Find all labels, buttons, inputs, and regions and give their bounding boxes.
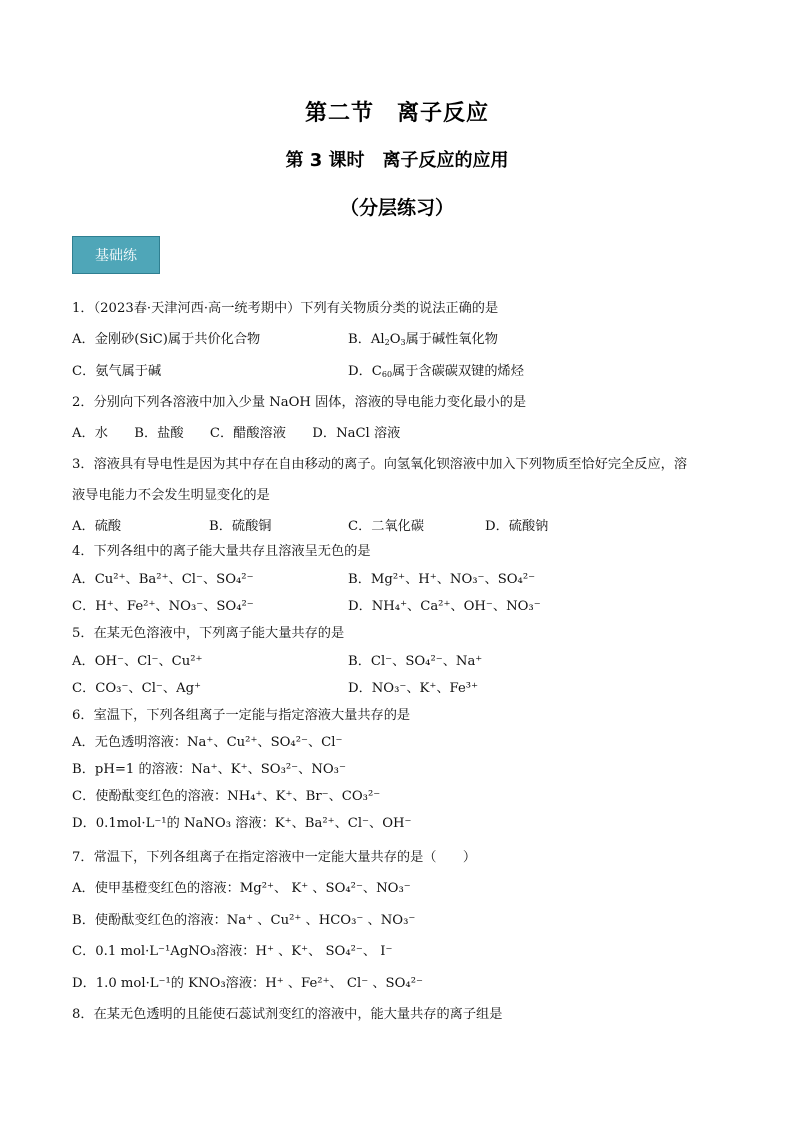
q7-option-d: D．1.0 mol·L⁻¹的 KNO₃溶液：H⁺ 、Fe²⁺、 Cl⁻ 、SO₄²⁻ [72,976,423,991]
q4-option-a: A．Cu²⁺、Ba²⁺、Cl⁻、SO₄²⁻ [72,572,254,587]
q6-option-a: A．无色透明溶液：Na⁺、Cu²⁺、SO₄²⁻、Cl⁻ [72,735,343,750]
q1-b-sub2: 3 [400,338,406,347]
q6-option-b: B．pH=1 的溶液：Na⁺、K⁺、SO₃²⁻、NO₃⁻ [72,762,346,777]
q4-stem: 4．下列各组中的离子能大量共存且溶液呈无色的是 [72,544,371,559]
q3-stem-line2: 液导电能力不会发生明显变化的是 [72,488,270,503]
q6-stem: 6．室温下，下列各组离子一定能与指定溶液大量共存的是 [72,708,411,723]
q8-stem: 8．在某无色透明的且能使石蕊试剂变红的溶液中，能大量共存的离子组是 [72,1007,503,1022]
q5-option-d: D．NO₃⁻、K⁺、Fe³⁺ [348,681,479,696]
q4-option-c: C．H⁺、Fe²⁺、NO₃⁻、SO₄²⁻ [72,599,254,614]
q6-option-d: D．0.1mol·L⁻¹的 NaNO₃ 溶液：K⁺、Ba²⁺、Cl⁻、OH⁻ [72,816,412,831]
q1-d-text: D．C [348,364,382,379]
q1-option-d [348,360,524,379]
q7-option-a: A．使甲基橙变红色的溶液：Mg²⁺、 K⁺ 、SO₄²⁻、NO₃⁻ [72,881,411,896]
lesson-title: 第 3 课时 离子反应的应用 [285,150,509,171]
q1-option-c: C．氨气属于碱 [72,364,162,379]
q5-option-c: C．CO₃⁻、Cl⁻、Ag⁺ [72,681,201,696]
q2-options: A．水 B．盐酸 C．醋酸溶液 D．NaCl 溶液 [72,426,401,441]
q3-option-d: D．硫酸钠 [485,519,549,534]
q5-option-a: A．OH⁻、Cl⁻、Cu²⁺ [72,654,203,669]
q1-b-text: B．Al [348,332,385,347]
q1-option-a: A．金刚砂(SiC)属于共价化合物 [72,332,261,347]
q7-option-b: B．使酚酞变红色的溶液：Na⁺ 、Cu²⁺ 、HCO₃⁻ 、NO₃⁻ [72,913,416,928]
subtitle: （分层练习） [339,197,454,219]
q1-b-post: 属于碱性氧化物 [405,332,498,347]
q6-option-c: C．使酚酞变红色的溶液：NH₄⁺、K⁺、Br⁻、CO₃²⁻ [72,789,381,804]
q5-option-b: B．Cl⁻、SO₄²⁻、Na⁺ [348,654,483,669]
q1-d-post: 属于含碳碳双键的烯烃 [392,364,524,379]
q1-b-sub1: 2 [384,338,390,347]
q7-option-c: C．0.1 mol·L⁻¹AgNO₃溶液：H⁺ 、K⁺、 SO₄²⁻、 I⁻ [72,944,393,959]
q3-option-c: C．二氧化碳 [348,519,425,534]
section-title: 第二节 离子反应 [304,101,489,126]
q7-stem: 7．常温下，下列各组离子在指定溶液中一定能大量共存的是（ ） [72,850,477,865]
q1-b-mid: O [389,332,401,347]
q1-stem: 1．（2023春·天津河西·高一统考期中）下列有关物质分类的说法正确的是 [72,301,499,316]
q4-option-b: B．Mg²⁺、H⁺、NO₃⁻、SO₄²⁻ [348,572,536,587]
q1-option-b [348,328,498,347]
q5-stem: 5．在某无色溶液中，下列离子能大量共存的是 [72,626,345,641]
basic-practice-badge: 基础练 [72,236,160,274]
q4-option-d: D．NH₄⁺、Ca²⁺、OH⁻、NO₃⁻ [348,599,541,614]
q1-d-sub: 60 [381,370,393,379]
q3-option-a: A．硫酸 [72,519,122,534]
q3-stem-line1: 3．溶液具有导电性是因为其中存在自由移动的离子。向氢氧化钡溶液中加入下列物质至恰好完全反应，溶 [72,457,688,472]
q3-option-b: B．硫酸铜 [209,519,272,534]
q2-stem: 2．分别向下列各溶液中加入少量 NaOH 固体，溶液的导电能力变化最小的是 [72,395,527,410]
